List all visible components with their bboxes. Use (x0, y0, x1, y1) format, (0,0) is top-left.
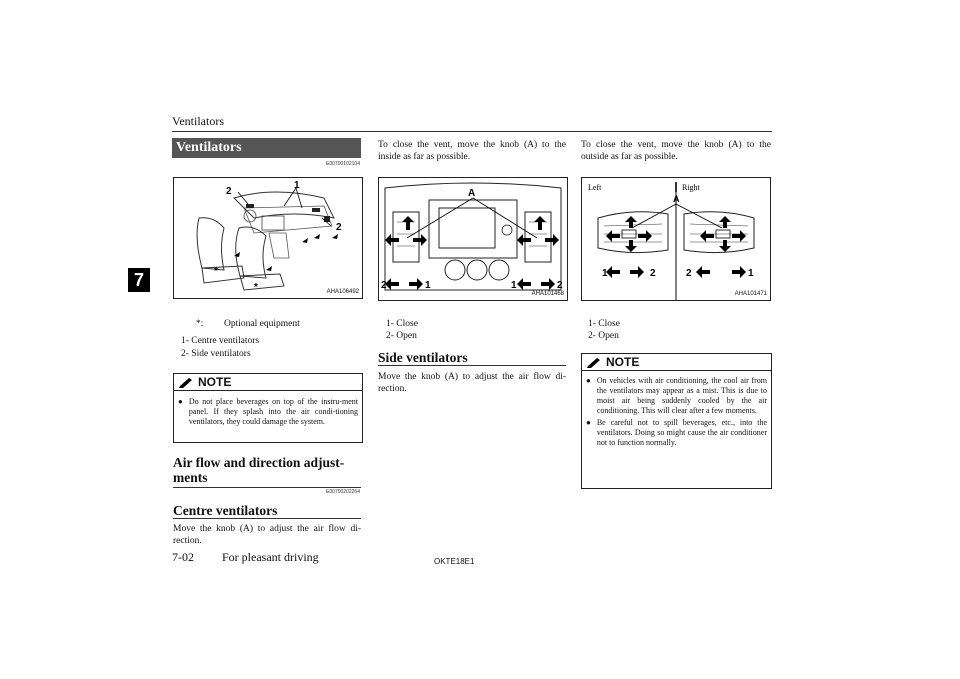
legend-item (181, 348, 251, 360)
legend-text: Side ventilators (191, 349, 251, 359)
centre-rule (173, 518, 361, 519)
label-two-b: 2 (686, 268, 692, 279)
label-one: 1 (602, 268, 608, 279)
figure-id: AHA101468 (531, 291, 564, 297)
footer-section: For pleasant driving (222, 550, 319, 564)
centre-body: Move the knob (A) to adjust the air flow di-rection. (173, 524, 361, 546)
legend-num: 2- (181, 349, 189, 359)
subsection-rule (173, 487, 361, 488)
bullet-icon: ● (586, 376, 591, 385)
label-a: A (673, 194, 680, 204)
note-text: Be careful not to spill beverages, etc., into the ventilators. Doing so might cause the air conditioner not to function normally. (596, 418, 767, 447)
section-code: E00700102104 (326, 161, 360, 167)
figure-side-ventilators (581, 177, 771, 301)
note-box (581, 353, 772, 489)
note-text: On vehicles with air conditioning, the cool air from the ventilators may appear as a mist. This is due to moist air being suddenly cooled by the air conditioning. This will clear after a few moments. (596, 376, 767, 415)
label-two: 2 (650, 268, 656, 279)
note-label: NOTE (606, 355, 640, 369)
label-one: 1 (425, 280, 431, 291)
label-two-b: 2 (336, 222, 342, 233)
legend-item: 2- Open (386, 331, 417, 341)
label-a: A (468, 188, 476, 199)
side-title: Side ventilators (378, 350, 468, 365)
legend-num: 1- (181, 336, 189, 346)
section-title: Ventilators (172, 138, 361, 158)
doc-code: OKTE18E1 (434, 557, 475, 566)
legend-item (181, 335, 259, 347)
label-one: 1 (294, 180, 300, 191)
note-text: Do not place beverages on top of the instru-ment panel. If they splash into the air condi-tioning ventilators, they could damage the system. (188, 397, 358, 426)
label-star-a: * (214, 266, 218, 277)
middle-intro: To close the vent, move the knob (A) to the inside as far as possible. (378, 140, 566, 162)
note-label: NOTE (198, 375, 232, 389)
label-two-b: 2 (557, 280, 563, 291)
note-heading (582, 354, 771, 371)
bullet-icon: ● (586, 418, 591, 427)
note-item (174, 397, 362, 427)
pencil-icon (586, 357, 602, 368)
right-intro: To close the vent, move the knob (A) to the outside as far as possible. (581, 140, 771, 162)
side-vent-illustration (582, 178, 770, 300)
figure-centre-ventilators (378, 177, 568, 301)
label-two: 2 (381, 280, 387, 291)
side-rule (378, 365, 566, 366)
centre-title: Centre ventilators (173, 503, 278, 518)
legend-item: 1- Close (588, 319, 620, 329)
figure-id: AHA101471 (734, 291, 767, 297)
footnote-mark: *: (196, 319, 204, 329)
header-rule (172, 131, 772, 132)
legend-item: 2- Open (588, 331, 619, 341)
legend-item: 1- Close (386, 319, 418, 329)
note-box (173, 373, 363, 443)
label-one-b: 1 (511, 280, 517, 291)
running-header: Ventilators (172, 114, 224, 128)
label-one-b: 1 (748, 268, 754, 279)
legend-text: Centre ventilators (191, 336, 260, 346)
page-number: 7-02 (172, 550, 194, 564)
label-two: 2 (226, 186, 232, 197)
centre-vent-illustration (379, 178, 567, 300)
label-left: Left (588, 183, 602, 192)
figure-interior-ventilators (173, 177, 363, 299)
subsection-code: E00700202264 (326, 489, 360, 495)
note-item (582, 418, 771, 448)
note-heading (174, 374, 362, 391)
subsection-title: Air flow and direction adjust-ments (173, 455, 345, 485)
figure-id: AHA106492 (326, 289, 359, 295)
chapter-tab: 7 (128, 268, 150, 292)
side-body: Move the knob (A) to adjust the air flow di-rection. (378, 372, 566, 394)
note-item (582, 376, 771, 416)
label-right: Right (682, 183, 700, 192)
label-star-b: * (254, 282, 258, 293)
pencil-icon (178, 377, 194, 388)
bullet-icon: ● (178, 397, 183, 406)
footnote-text: Optional equipment (224, 319, 300, 329)
cabin-illustration (174, 178, 362, 298)
